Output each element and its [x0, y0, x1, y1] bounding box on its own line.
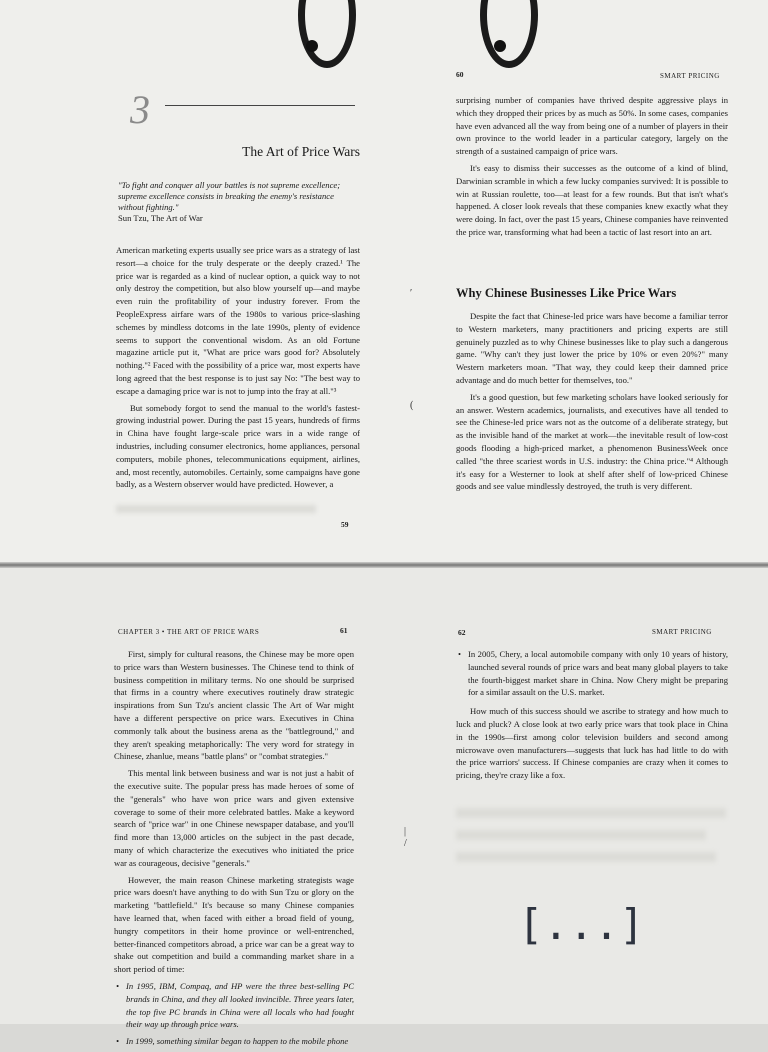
- epigraph: [118, 180, 358, 224]
- bullet-item: • In 1995, IBM, Compaq, and HP were the three best-selling PC brands in China, and they all looked invincible. Three years later, the top five PC brands in China were all locals who had fought their way up through price wars.: [114, 980, 354, 1031]
- bleed-through: [456, 852, 716, 862]
- omission-marker: [...]: [518, 900, 645, 949]
- chapter-number: 3: [130, 87, 150, 132]
- chapter-rule: [165, 105, 355, 106]
- margin-tick: |: [404, 826, 407, 837]
- lower-spread: [0, 568, 768, 1047]
- page-59-body: [116, 244, 360, 495]
- paragraph: surprising number of companies have thrived despite aggressive plays in which they dropped their prices by as much as 50%. In some cases, companies have even advanced all the way from being one of a number of players in their own province to the world leader in a particular category, largely on the strength of a sustained campaign of price wars.: [456, 95, 728, 157]
- paragraph: Despite the fact that Chinese-led price wars have become a familiar terror to Western marketers, many practitioners and pricing experts are still genuinely puzzled as to why Chinese businesses like to play such a dangerous game. "Why can't they just lower the price by 10% or even 20%?" many Western marketers moan. "That way, they could keep their damned price advantage and do much better for themselves, too.": [456, 311, 728, 385]
- running-head: CHAPTER 3 • THE ART OF PRICE WARS: [118, 628, 260, 636]
- margin-tick: ′: [410, 288, 413, 299]
- bleed-through: [456, 808, 726, 818]
- binder-ring-left: [298, 0, 356, 68]
- punch-hole-left: [306, 40, 318, 52]
- margin-tick: /: [404, 838, 407, 849]
- punch-hole-right: [494, 40, 506, 52]
- page-62-body: [456, 648, 728, 786]
- chapter-title: The Art of Price Wars: [242, 144, 360, 159]
- bullet-item: • In 2005, Chery, a local automobile company with only 10 years of history, launched several rounds of price wars and beat many global players to take the fourth-biggest market share in China. Now Chery might be preparing for a similar assault on the U.S. market.: [456, 648, 728, 699]
- page-61-body: [114, 648, 354, 1052]
- page-number: 62: [458, 628, 466, 637]
- paragraph: American marketing experts usually see price wars as a strategy of last resort—a choice for the truly desperate or the deeply crazed.¹ The price war is regarded as a kind of nuclear option, a quick way to not only destroy the competition, but also blow yourself up—and maybe even ruin the profitability of your industry forever. From the PeopleExpress airfare wars of the 1980s to various price-slashing schemes by mindless dotcoms in the late 1990s, plenty of evidence seems to support the conventional wisdom. As an old Fortune magazine article put it, "What are price wars good for? Absolutely nothing."² Faced with the possibility of a price war, most experts have long agreed that the best response is to just say No: "The best way to escape a damaging price war is not to jump into the fray at all."³: [116, 245, 360, 396]
- running-head: SMART PRICING: [652, 628, 712, 636]
- paragraph: But somebody forgot to send the manual to the world's fastest-growing industrial power. During the past 15 years, hundreds of firms in China have fought large-scale price wars in a wide range of industries, including consumer electronics, home appliances, personal computers, mobile phones, telecommunications equipment, airlines, and, most recently, automobiles. Certainly, some campaigns have gone badly, as a Western observer would have predicted. However, a: [116, 402, 360, 490]
- paragraph: It's easy to dismiss their successes as the outcome of a kind of blind, Darwinian scramble in which a few lucky companies survived: It is possible to win at Russian roulette, too—at least for a few rounds. But that isn't what's happened. A closer look reveals that these companies knew exactly what they were doing. In fact, over the past 15 years, Chinese companies have reinvented the price war, transforming what had been a tactic of last resort into an art.: [456, 162, 728, 237]
- epigraph-attribution: Sun Tzu, The Art of War: [118, 213, 203, 223]
- paragraph: How much of this success should we ascribe to strategy and how much to luck and pluck? A close look at two early price wars that took place in China in the 1990s—first among color television builders and second among microwave oven manufacturers—suggests that luck has had little to do with the price warriors' success. If Chinese companies are crazy when it comes to pricing, they're crazy like a fox.: [456, 706, 728, 781]
- page-60-body-top: [456, 94, 728, 243]
- section-heading: Why Chinese Businesses Like Price Wars: [456, 286, 677, 300]
- page-60-body-bottom: [456, 310, 728, 497]
- paragraph: It's a good question, but few marketing scholars have looked seriously for an answer. Western academics, journalists, and executives have all tended to see the Chinese-led price wars not as the outcome of a deliberate strategy, but as the invisible hand of the market at work—the inevitable result of low-cost goods flooding a high-priced market, a phenomenon BusinessWeek once called "the three scariest words in U.S. industry: the China price."⁴ Although it's easy for a Westerner to look at shelf after shelf of low-priced Chinese goods and see value mindlessly destroyed, the truth is very different.: [456, 391, 728, 492]
- margin-tick: (: [410, 400, 414, 411]
- bleed-through: [456, 830, 706, 840]
- page-number: 59: [341, 520, 349, 529]
- bleed-through: [116, 505, 316, 513]
- bullet-item: • In 1999, something similar began to happen to the mobile phone: [114, 1035, 354, 1048]
- binder-ring-right: [480, 0, 538, 68]
- paragraph: First, simply for cultural reasons, the Chinese may be more open to price wars than Western businesses. The Chinese tend to think of business competition in military terms. No one should be surprised that firms in a country where executives routinely draw strategic inspirations from Sun Tzu's ancient classic The Art of War might have a different perspective on price wars. Executives in China commonly talk about the business arena as the "battleground," and they aren't speaking metaphorically: The very word for strategy in Chinese, zhanlue, means "battle plans" or "combat strategies.": [114, 649, 354, 762]
- paragraph: This mental link between business and war is not just a habit of the executive suite. The popular press has made heroes of some of the "generals" who have won price wars and given extensive coverage to some of their more celebrated battles. Make a keyword search of "price war" in one Chinese newspaper database, and you'll find more than 13,000 articles on the subject in the past decade, many of which characterize the executives who initiated the price war as courageous, decisive "generals.": [114, 768, 354, 868]
- page-number: 61: [340, 626, 348, 635]
- running-head: SMART PRICING: [660, 72, 720, 80]
- epigraph-quote: "To fight and conquer all your battles is not supreme excellence; supreme excellence consists in breaking the enemy's resistance without fighting.": [118, 180, 341, 212]
- paragraph: However, the main reason Chinese marketing strategists wage price wars doesn't have anything to do with Sun Tzu or glory on the marketing "battlefield." It's because so many Chinese companies have learned that, when faced with either a broad field of young, hungry competitors in their home province or well-entrenched, better-financed competitors abroad, a price war can be a great way to shake out competition and build a commanding market share in a short period of time:: [114, 874, 354, 975]
- page-number: 60: [456, 70, 464, 79]
